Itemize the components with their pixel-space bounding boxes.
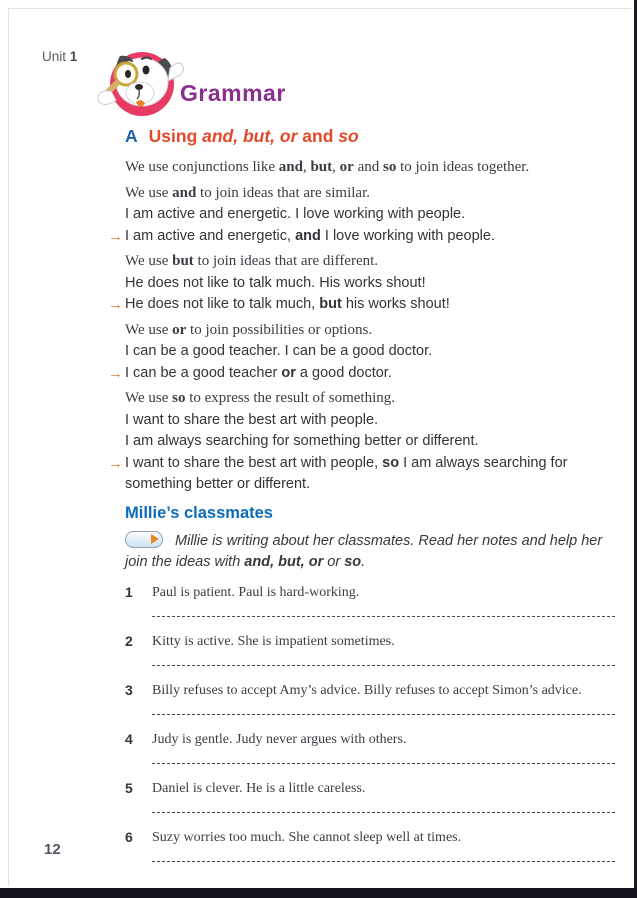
example-line: I am always searching for something better or different. [125, 433, 479, 449]
answer-line[interactable] [152, 615, 615, 617]
exercise-list [125, 582, 615, 862]
joined-example-line [108, 363, 615, 385]
exercise-item [125, 778, 615, 813]
exercise-title: Millie’s classmates [125, 503, 273, 522]
arrow-icon: → [108, 364, 123, 382]
item-number: 3 [125, 681, 133, 698]
answer-line[interactable] [152, 713, 615, 715]
unit-word: Unit [42, 49, 67, 64]
grammar-rules [108, 157, 615, 496]
example-line: He does not like to talk much. His works shout! [125, 274, 426, 291]
joined-example-line [108, 226, 615, 248]
joined-example-line [108, 453, 615, 496]
page-number: 12 [44, 841, 61, 858]
answer-line[interactable] [152, 811, 615, 813]
example-line: I want to share the best art with people. [125, 411, 379, 428]
item-number: 5 [125, 779, 133, 796]
play-icon [151, 534, 159, 544]
joined-example-line [108, 294, 615, 316]
item-number: 6 [125, 828, 133, 845]
section-title: Using and, but, or and so [148, 126, 359, 146]
instruction-text: Millie is writing about her classmates. Read her notes and help her join the ideas with and, but, or or so. [125, 532, 603, 570]
joined-example-text: I am active and energetic, and I love working with people. [125, 227, 495, 244]
item-text: Billy refuses to accept Amy’s advice. Billy refuses to accept Simon’s advice. [152, 682, 582, 698]
unit-label [42, 49, 77, 64]
item-text: Daniel is clever. He is a little careless. [152, 780, 366, 796]
item-text: Kitty is active. She is impatient sometimes. [152, 633, 395, 649]
arrow-icon: → [108, 227, 123, 245]
rule-line: We use so to express the result of something. [125, 390, 395, 406]
example-line: I am active and energetic. I love working with people. [125, 206, 466, 222]
item-text: Paul is patient. Paul is hard-working. [152, 584, 360, 600]
exercise-item [125, 680, 615, 715]
example-line: I can be a good teacher. I can be a good doctor. [125, 343, 433, 359]
exercise-item [125, 827, 615, 862]
item-number: 2 [125, 632, 133, 649]
section-heading [125, 126, 615, 147]
page-content [108, 126, 615, 862]
item-text: Judy is gentle. Judy never argues with others. [152, 731, 407, 747]
arrow-icon: → [108, 454, 123, 472]
page-edge-bottom [0, 888, 637, 898]
item-number: 4 [125, 730, 133, 747]
play-audio-button[interactable] [125, 531, 163, 548]
grammar-heading: Grammar [180, 80, 286, 106]
rule-line: We use and to join ideas that are similar. [125, 184, 371, 201]
rule-line: We use or to join possibilities or options. [125, 321, 373, 338]
rule-line: We use but to join ideas that are different. [125, 253, 379, 269]
arrow-icon: → [108, 296, 123, 313]
unit-number: 1 [69, 49, 78, 64]
exercise-instruction [125, 531, 607, 574]
joined-example-text: I want to share the best art with people, so I am always searching for something better or different. [125, 454, 568, 492]
item-text: Suzy worries too much. She cannot sleep well at times. [152, 829, 462, 845]
section-letter: A [125, 126, 138, 146]
rule-line: We use conjunctions like and, but, or and so to join ideas together. [125, 159, 530, 175]
answer-line[interactable] [152, 762, 615, 764]
item-number: 1 [125, 583, 133, 600]
exercise-item [125, 729, 615, 764]
answer-line[interactable] [152, 664, 615, 666]
exercise-item [125, 582, 615, 617]
grammar-logo [92, 44, 392, 124]
exercise-item [125, 631, 615, 666]
joined-example-text: He does not like to talk much, but his works shout! [125, 296, 450, 312]
joined-example-text: I can be a good teacher or a good doctor. [125, 364, 392, 381]
answer-line[interactable] [152, 860, 615, 862]
